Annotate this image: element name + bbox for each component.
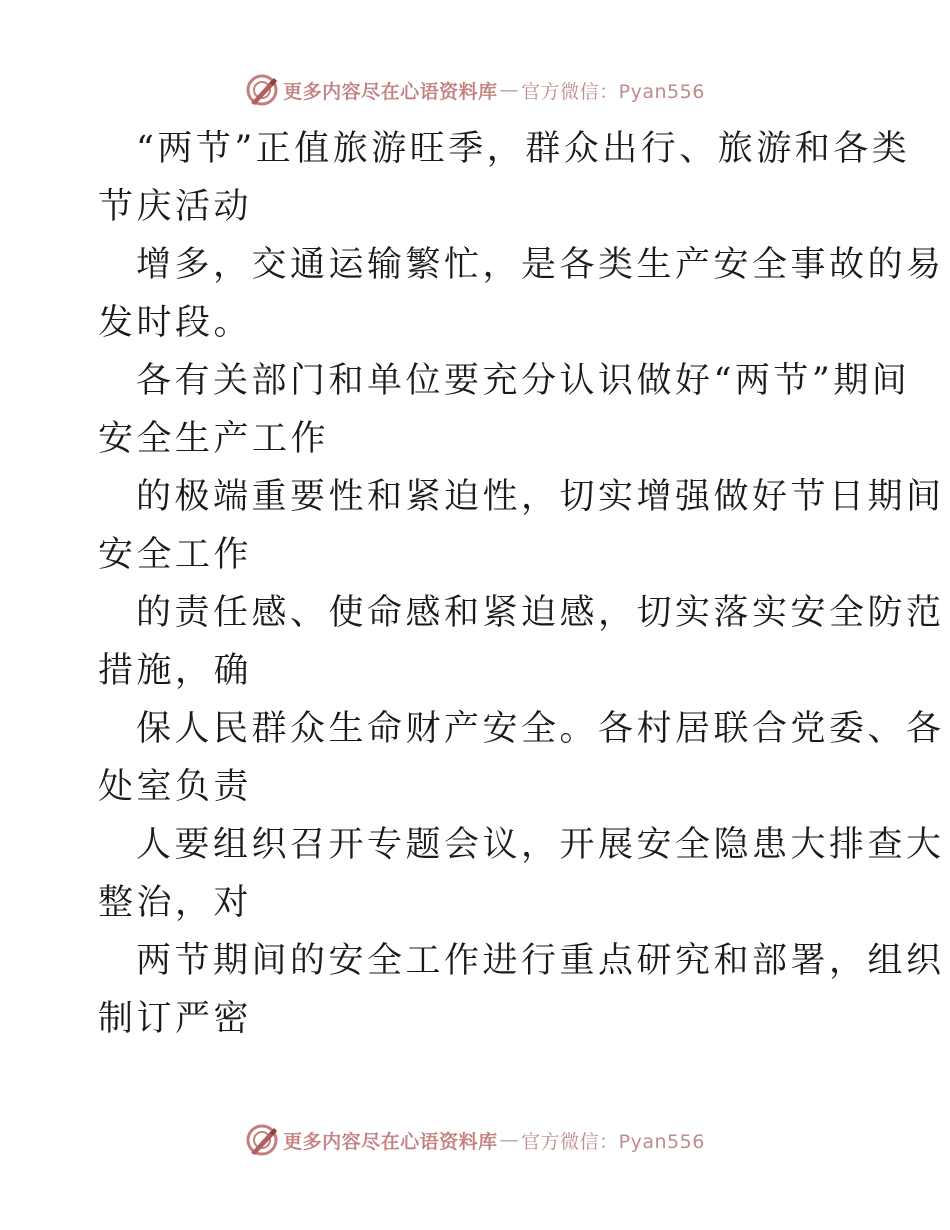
footer-banner-dash: — bbox=[499, 1129, 520, 1151]
text-line: 的责任感、使命感和紧迫感，切实落实安全防范 bbox=[136, 593, 945, 633]
text-line: 人要组织召开专题会议，开展安全隐患大排查大 bbox=[136, 825, 945, 865]
text-line: 各有关部门和单位要充分认识做好“两节”期间 bbox=[136, 361, 911, 401]
text-line: 安全生产工作 bbox=[98, 419, 330, 459]
text-line: 两节期间的安全工作进行重点研究和部署，组织 bbox=[136, 941, 945, 981]
pen-seal-logo-icon bbox=[245, 1123, 279, 1157]
text-line: 保人民群众生命财产安全。各村居联合党委、各 bbox=[136, 709, 945, 749]
pen-seal-logo-icon bbox=[245, 73, 279, 107]
footer-banner-contact: 官方微信：Pyan556 bbox=[521, 1130, 705, 1153]
document-body bbox=[98, 120, 945, 1048]
text-line: 整治，对 bbox=[98, 883, 253, 923]
text-line: “两节”正值旅游旺季，群众出行、旅游和各类 bbox=[136, 129, 911, 169]
header-banner bbox=[0, 72, 950, 108]
text-line: 增多，交通运输繁忙，是各类生产安全事故的易 bbox=[136, 245, 945, 285]
text-line: 处室负责 bbox=[98, 767, 253, 807]
header-banner-dash: — bbox=[499, 79, 520, 101]
text-line: 安全工作 bbox=[98, 535, 253, 575]
header-banner-contact: 官方微信：Pyan556 bbox=[521, 80, 705, 103]
footer-banner-text: 更多内容尽在心语资料库 bbox=[283, 1130, 498, 1153]
text-line: 节庆活动 bbox=[98, 187, 253, 227]
header-banner-text: 更多内容尽在心语资料库 bbox=[283, 80, 498, 103]
text-line: 措施，确 bbox=[98, 651, 253, 691]
text-line: 的极端重要性和紧迫性，切实增强做好节日期间 bbox=[136, 477, 945, 517]
footer-banner bbox=[0, 1122, 950, 1158]
text-line: 制订严密 bbox=[98, 999, 253, 1039]
text-line: 发时段。 bbox=[98, 303, 253, 343]
